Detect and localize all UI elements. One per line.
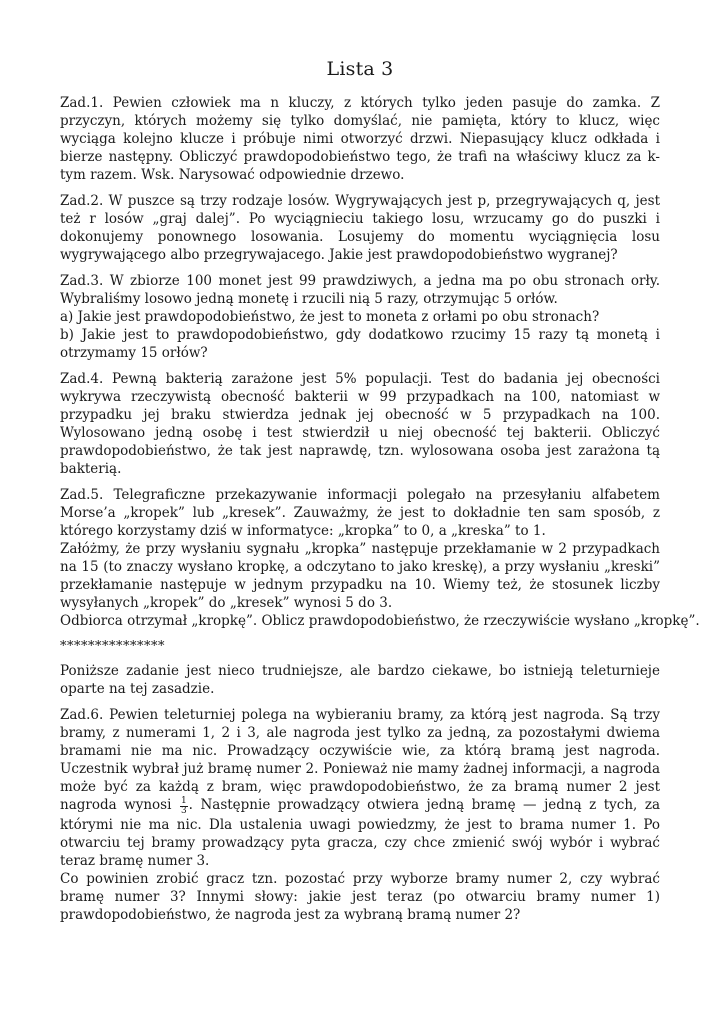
exercise-2: Zad.2. W puszce są trzy rodzaje losów. Wygrywających jest p, przegrywających q, jest też r losów „graj dalej”. Po wyciągnieciu takiego losu, wrzucamy go do puszki i dokonujemy ponownego losowania. Losujemy do momentu wyciągnięcia losu wygrywającego albo przegrywajacego. Jakie jest prawdopodobieństwo wygranej? [60, 193, 660, 263]
section-separator: *************** [60, 639, 165, 654]
exercise-3-part-b: b) Jakie jest to prawdopodobieństwo, gdy dodatkowo rzucimy 15 razy tą monetą i otrzymamy 15 orłów? [60, 327, 660, 361]
page-title: Lista 3 [326, 58, 394, 80]
fraction-denominator: 3 [180, 806, 187, 816]
exercise-1: Zad.1. Pewien człowiek ma n kluczy, z których tylko jeden pasuje do zamka. Z przyczyn, których możemy się tylko domyślać, nie pamięta, który to klucz, więc wyciąga kolejno klucze i próbuje nimi otworzyć drzwi. Niepasujący klucz odkłada i bierze następny. Obliczyć prawdopodobieństwo tego, że trafi na właściwy klucz za k-tym razem. Wsk. Narysować odpowiednie drzewo. [60, 95, 660, 183]
exercise-6-paragraph-1-start: Zad.6. Pewien teleturniej polega na wybieraniu bramy, za którą jest nagroda. Są trzy bramy, z numerami 1, 2 i 3, ale nagroda jest tylko za jedną, za pozostałymi dwiema bramami nie ma nic. Prowadzący oczywiście wie, za którą bramą jest nagroda. Uczestnik wybrał już bramę numer 2. Ponieważ nie mamy żadnej informacji, a nagroda może być za każdą z bram, więc prawdopodobieństwo, że za bramą numer 2 jest nagroda wynosi [60, 707, 660, 813]
exercise-6-paragraph-2: Co powinien zrobić gracz tzn. pozostać przy wyborze bramy numer 2, czy wybrać bramę numer 3? Innymi słowy: jakie jest teraz (po otwarciu bramy numer 1) prawdopodobieństwo, że nagroda jest za wybraną bramą numer 2? [60, 871, 660, 923]
exercise-3 [60, 272, 660, 362]
fraction-one-third [180, 797, 188, 816]
exercise-4: Zad.4. Pewną bakterią zarażone jest 5% populacji. Test do badania jej obecności wykrywa rzeczywistą obecność bakterii w 99 przypadkach na 100, natomiast w przypadku jej braku stwierdza jednak jej obecność w 5 przypadkach na 100. Wylosowano jedną osobę i test stwierdził u niej obecność tej bakterii. Obliczyć prawdopodobieństwo, że tak jest naprawdę, tzn. wylosowana osoba jest zarażona tą bakterią. [60, 371, 660, 477]
exercise-5-paragraph-3: Odbiorca otrzymał „kropkę”. Oblicz prawdopodobieństwo, że rzeczywiście wysłano „kropkę”. [60, 613, 700, 629]
exercise-6 [60, 706, 660, 924]
exercise-5-paragraph-2: Załóżmy, że przy wysłaniu sygnału „kropka” następuje przekłamanie w 2 przypadkach na 15 (to znaczy wysłano kropkę, a odczytano to jako kreskę), a przy wysłaniu „kreski” przekłamanie następuje w jednym przypadku na 10. Wiemy też, że stosunek liczby wysyłanych „kropek” do „kresek” wynosi 5 do 3. [60, 541, 660, 611]
fraction-numerator: 1 [180, 796, 187, 806]
exercise-6-intro: Poniższe zadanie jest nieco trudniejsze, ale bardzo ciekawe, bo istnieją teleturnieje oparte na tej zasadzie. [60, 663, 660, 697]
exercise-5-paragraph-1: Zad.5. Telegraficzne przekazywanie informacji polegało na przesyłaniu alfabetem Morse’a „kropek” lub „kresek”. Zauważmy, że jest to dokładnie ten sam sposób, z którego korzystamy dziś w informatyce: „kropka” to 0, a „kreska” to 1. [60, 487, 660, 539]
exercise-5 [60, 486, 700, 630]
exercise-3-intro: Zad.3. W zbiorze 100 monet jest 99 prawdziwych, a jedna ma po obu stronach orły. Wybraliśmy losowo jedną monetę i rzucili nią 5 razy, otrzymując 5 orłów. [60, 273, 660, 307]
exercise-3-part-a: a) Jakie jest prawdopodobieństwo, że jest to moneta z orłami po obu stronach? [60, 309, 600, 325]
document-body [60, 94, 700, 924]
exercise-6-paragraph-1-end: . Następnie prowadzący otwiera jedną bramę — jedną z tych, za którymi nie ma nic. Dla ustalenia uwagi powiedzmy, że jest to brama numer 1. Po otwarciu tej bramy prowadzący pyta gracza, czy chce zmienić swój wybór i wybrać teraz bramę numer 3. [60, 797, 661, 869]
